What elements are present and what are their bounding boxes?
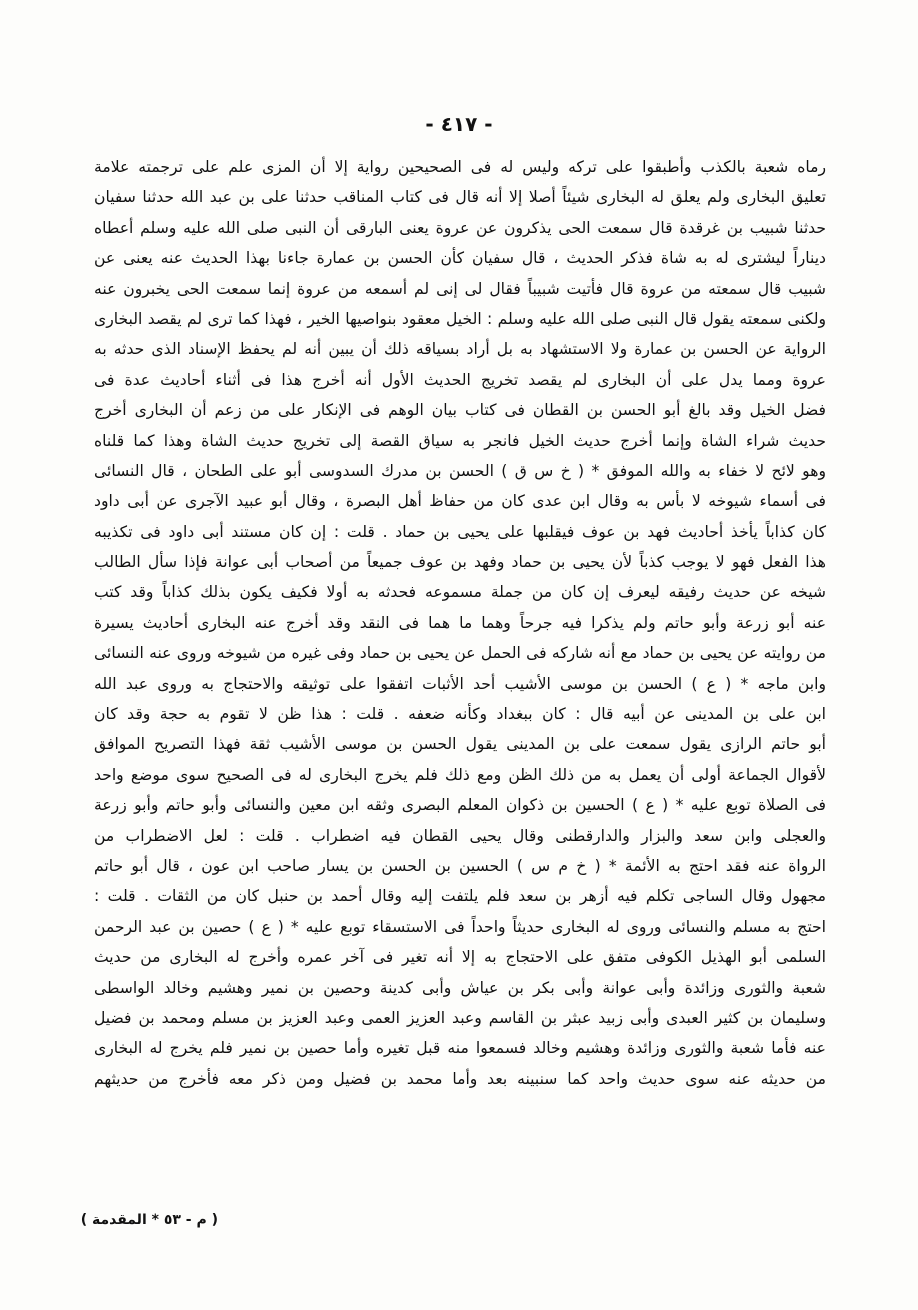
text-line: الرواية عن الحسن بن عمارة ولا الاستشهاد به بل أراد بسياقه ذلك أن يبين أنه لم يحفظ الإسناد الذى حدثه به: [94, 340, 826, 359]
text-line: حدثنا شبيب بن غرقدة قال سمعت الحى يذكرون عن عروة يعنى البارقى أن النبى صلى الله عليه وسلم أعطاه: [94, 218, 826, 237]
text-line: أبو حاتم الرازى يقول سمعت على بن المدينى يقول الحسن بن موسى الأشيب ثقة فهذا التصريح الموافق: [94, 735, 826, 754]
text-line: وسليمان بن كثير العبدى وأبى زبيد عبثر بن القاسم وعبد العزيز العمى وعبد العزيز بن مسلم ومحمد بن فضيل: [94, 1008, 826, 1027]
text-line: عنه فأما شعبة والثورى وزائدة وهشيم وخالد فسمعوا منه قبل تغيره وأما حصين بن نمير فلم يخرج له البخارى: [94, 1039, 826, 1058]
text-line: رماه شعبة بالكذب وأطبقوا على تركه وليس له فى الصحيحين رواية إلا أن المزى علم على ترجمته علامة: [94, 158, 826, 176]
text-line: فى أسماء شيوخه لا بأس به وقال ابن عدى كان من حفاظ أهل البصرة ، وقال أبو عبيد الآجرى عن أبى داود: [94, 492, 826, 511]
text-line: من روايته عن يحيى بن حماد مع أنه شاركه فى الحمل عن يحيى بن حماد وفى غيره من شيوخه وروى عنه النسائى: [94, 644, 826, 663]
text-line: وابن ماجه * ( ع ) الحسن بن موسى الأشيب أحد الأثبات اتفقوا على توثيقه والاحتجاج به وروى عبد الله: [94, 674, 826, 693]
text-line: والعجلى وابن سعد والبزار والدارقطنى وقال يحيى القطان فيه اضطراب . قلت : لعل الاضطراب من: [94, 826, 826, 845]
text-line: ابن على بن المدينى عن أبيه قال : كان ببغداد وكأنه ضعفه . قلت : هذا ظن لا تقوم به حجة وقد كان: [94, 705, 826, 724]
page-number: - ٤١٧ -: [425, 112, 493, 136]
text-line: من حديثه عنه سوى حديث واحد كما سنبينه بعد وأما محمد بن فضيل ومن ذكر معه فأخرج من حديثهم: [94, 1069, 826, 1088]
text-line: وهو لائح لا خفاء به والله الموفق * ( خ س ق ) الحسن بن مدرك السدوسى أبو على الطحان ، قال النسائى: [94, 461, 826, 480]
text-line: هذا الفعل فهو لا يوجب كذباً لأن يحيى بن حماد وفهد بن عوف جميعاً من أصحاب أبى عوانة فإذا سأل الطالب: [94, 553, 826, 572]
text-line: كان كذاباً يأخذ أحاديث فهد بن عوف فيقلبها على يحيى بن حماد . قلت : إن كان مستند أبى داود فى تكذيبه: [94, 522, 826, 541]
text-line: شبيب قال سمعته من عروة قال فأتيت شبيباً فقال لى إنى لم أسمعه من عروة إنما سمعت الحى يخبرون عنه: [94, 279, 826, 298]
text-line: مجهول وقال الساجى تكلم فيه أزهر بن سعد فلم يلتفت إليه وقال أحمد بن حنبل كان من الثقات . قلت :: [94, 887, 826, 906]
text-line: شعبة والثورى وزائدة وأبى عوانة وأبى بكر بن عياش وأبى كدينة وحصين بن نمير وهشيم وخالد الواسطى: [94, 978, 826, 997]
text-line: فى الصلاة توبع عليه * ( ع ) الحسين بن ذكوان المعلم البصرى وثقه ابن معين والنسائى وأبو حاتم وأبو زرعة: [94, 796, 826, 815]
text-line: تعليق البخارى ولم يعلق له البخارى شيئاً أصلا إلا أنه قال فى كتاب المناقب حدثنا على بن عبد الله حدثنا سفيان: [94, 188, 826, 207]
text-line: شيخه عن حديث رفيقه ليعرف إن كان من جملة مسموعه فحدثه به أولا فكيف يكون بذلك كذاباً وقد كتب: [94, 583, 826, 602]
text-line: ديناراً ليشترى له به شاة فذكر الحديث ، قال سفيان كأن الحسن بن عمارة جاءنا بهذا الحديث عنه يعنى عن: [94, 249, 826, 268]
text-line: ولكنى سمعته يقول قال النبى صلى الله عليه وسلم : الخيل معقود بنواصيها الخير ، فهذا كما ترى لم يقصد البخارى: [94, 309, 826, 328]
text-line: السلمى أبو الهذيل الكوفى متفق على الاحتجاج به إلا أنه تغير فى آخر عمره وأخرج له البخارى من حديث: [94, 948, 826, 967]
text-line: الرواة عنه فقد احتج به الأئمة * ( خ م س ) الحسين بن الحسن بن يسار صاحب ابن عون ، قال أبو حاتم: [94, 856, 826, 875]
text-line: لأقوال الجماعة أولى أن يعمل به من ذلك الظن ومع ذلك فلم يخرج البخارى له فى الصحيح سوى موضع واحد: [94, 765, 826, 784]
text-line: فضل الخيل وقد بالغ أبو الحسن بن القطان فى كتاب بيان الوهم فى الإنكار على من زعم أن البخارى أخرج: [94, 401, 826, 420]
text-line: احتج به مسلم والنسائى وروى له البخارى حديثاً واحداً فى الاستسقاء توبع عليه * ( ع ) حصين بن عبد الرحمن: [94, 917, 826, 936]
text-line: عنه أبو زرعة وأبو حاتم ولم يذكرا فيه جرحاً وهما ما هما فى النقد وقد أخرج عنه البخارى أحاديث يسيرة: [94, 613, 826, 632]
footer-signature: ( م - ٥٣ * المقدمة ): [80, 1212, 218, 1228]
text-line: عروة ومما يدل على أن البخارى لم يقصد تخريج الحديث الأول أنه أخرج هذا فى أثناء أحاديث عدة فى: [94, 370, 826, 389]
body-text: [94, 152, 826, 1094]
text-line: حديث شراء الشاة وإنما أخرج حديث الخيل فانجر به سياق القصة إلى تخريج حديث الشاة وهذا كما قلناه: [94, 431, 826, 450]
